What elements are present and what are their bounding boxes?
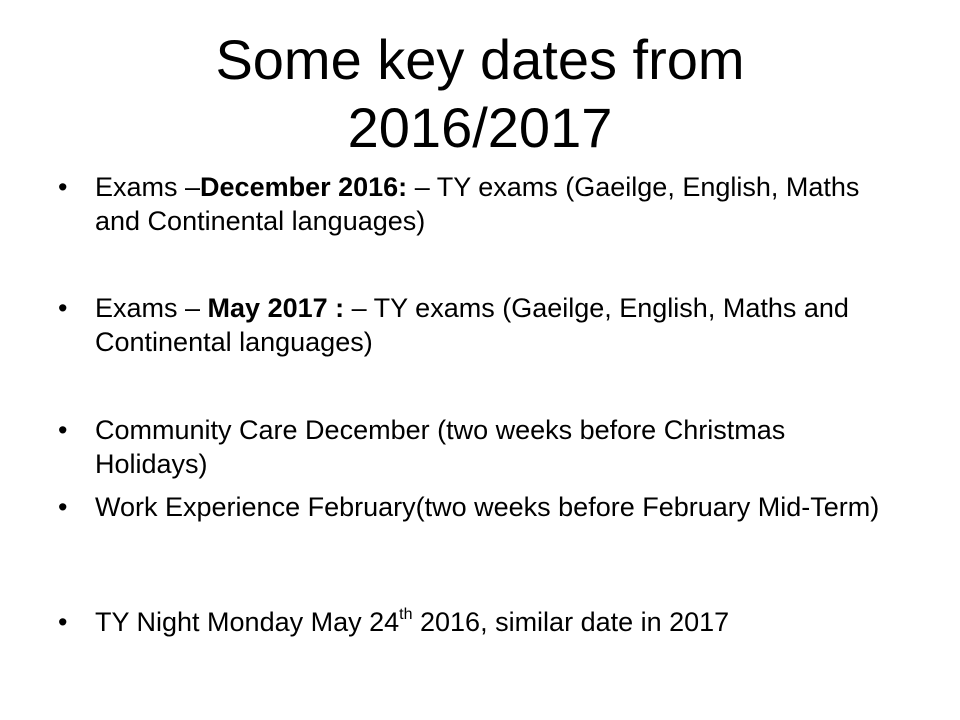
bullet-text [95,170,888,238]
bullet-text: Community Care December (two weeks before Christmas Holidays) [95,415,786,479]
bullet-text-suffix: 2016, similar date in 2017 [412,607,730,637]
bullet-text-bold: May 2017 : [207,293,345,323]
bullet-text [95,291,888,359]
bullet-icon: • [58,293,68,323]
bullet-text-prefix: TY Night Monday May 24 [95,607,400,637]
bullet-text-bold: December 2016: [200,172,408,202]
bullet-icon: • [58,492,68,522]
bullet-icon: • [58,607,68,637]
bullet-item-may-exams [58,291,888,359]
bullet-item-community-care [58,413,888,481]
bullet-item-work-experience [58,490,888,524]
slide-title-line-1: Some key dates from [215,28,745,91]
bullet-text-prefix: Exams – [95,172,201,202]
slide-title-line-2: 2016/2017 [347,96,613,159]
bullet-text-superscript: th [399,606,413,623]
bullet-text-prefix: Exams – [95,293,208,323]
bullet-text [95,605,888,639]
bullet-item-ty-night [58,605,888,639]
bullet-icon: • [58,415,68,445]
slide-title [0,26,960,162]
bullet-icon: • [58,172,68,202]
bullet-text-suffix: – TY exams (Gaeilge, English, Maths and Continental languages) [95,293,849,357]
bullet-item-december-exams [58,170,888,238]
bullet-text: Work Experience February(two weeks before February Mid-Term) [95,492,880,522]
bullet-text-suffix: – TY exams (Gaeilge, English, Maths and Continental languages) [95,172,860,236]
